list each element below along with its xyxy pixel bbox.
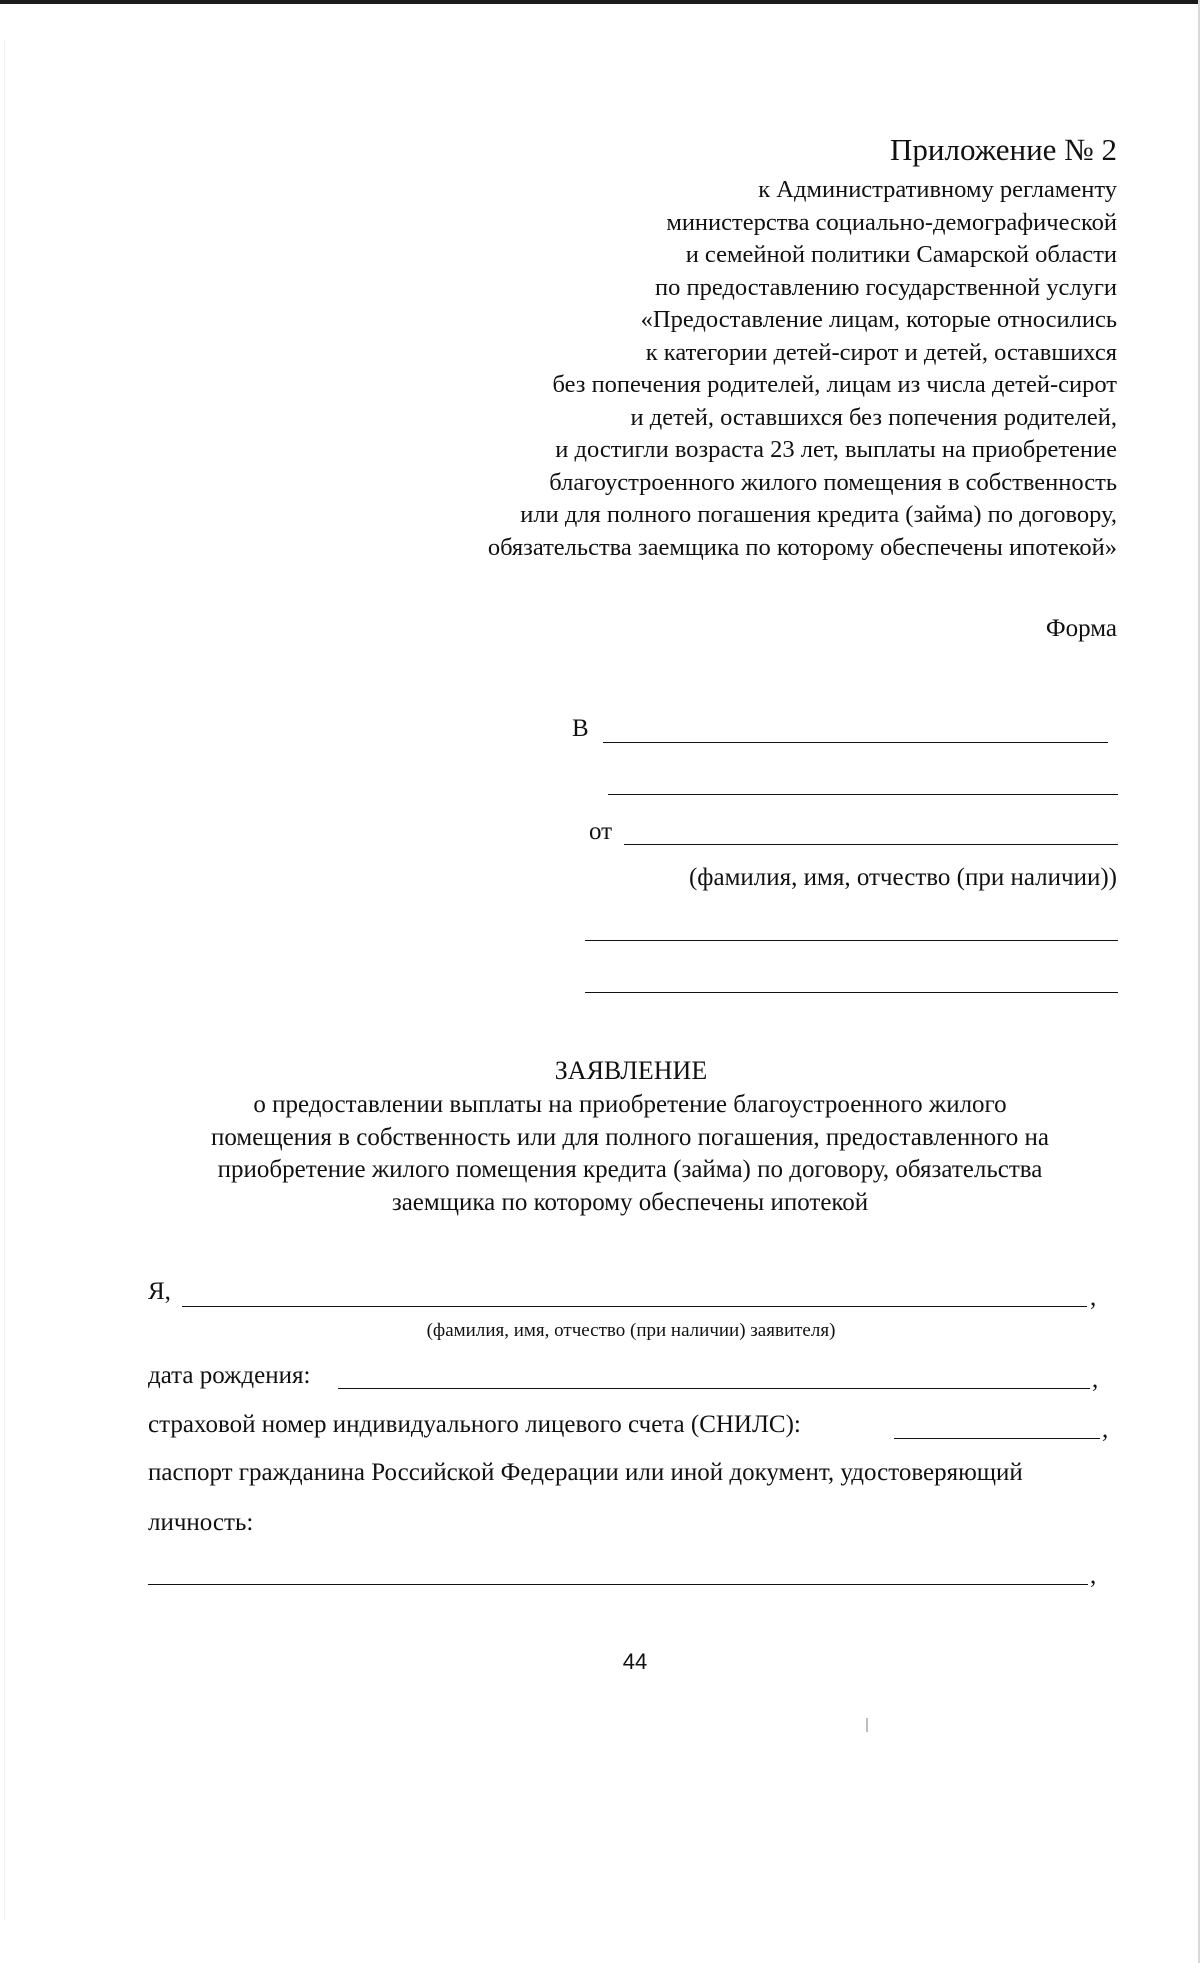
applicant-prefix: Я,	[148, 1278, 171, 1305]
scan-top-edge	[0, 0, 1200, 4]
snils-comma: ,	[1102, 1416, 1109, 1443]
annex-line: благоустроенного жилого помещения в собственность	[549, 468, 1117, 496]
statement-subtitle-line: помещения в собственность или для полного погашения, предоставленного на	[211, 1123, 1049, 1151]
annex-line: к категории детей-сирот и детей, оставшихся	[645, 338, 1117, 366]
sender-prefix: от	[589, 818, 613, 845]
annex-line: и семейной политики Самарской области	[685, 241, 1117, 268]
sender-address-line-2[interactable]	[585, 968, 1118, 993]
addressee-prefix: В	[572, 715, 589, 742]
birth-date-line[interactable]	[338, 1364, 1090, 1389]
passport-label: паспорт гражданина Российской Федерации или иной документ, удостоверяющий	[148, 1459, 1023, 1486]
annex-line: обязательства заемщика по которому обеспечены ипотекой»	[487, 533, 1117, 561]
statement-subtitle-line: приобретение жилого помещения кредита (займа) по договору, обязательства	[217, 1156, 1043, 1183]
annex-line: по предоставлению государственной услуги	[655, 273, 1117, 301]
annex-line: министерства социально-демографической	[666, 208, 1117, 236]
applicant-name-comma: ,	[1090, 1284, 1097, 1311]
annex-line: и детей, оставшихся без попечения родителей,	[630, 403, 1117, 431]
annex-line: к Административному регламенту	[758, 176, 1117, 203]
applicant-name-line[interactable]	[182, 1282, 1087, 1307]
passport-details-line[interactable]	[148, 1560, 1088, 1585]
sender-name-line[interactable]	[624, 820, 1118, 845]
snils-line[interactable]	[894, 1414, 1100, 1439]
annex-header	[357, 130, 1117, 564]
annex-title: Приложение № 2	[890, 132, 1117, 167]
annex-line: или для полного погашения кредита (займа) по договору,	[520, 501, 1117, 528]
identity-label: личность:	[148, 1509, 254, 1536]
statement-title: ЗАЯВЛЕНИЕ	[554, 1056, 708, 1085]
sender-address-line[interactable]	[585, 916, 1118, 941]
addressee-line[interactable]	[603, 718, 1108, 743]
birth-date-label: дата рождения:	[148, 1362, 311, 1389]
addressee-line-2[interactable]	[608, 770, 1118, 795]
annex-line: без попечения родителей, лицам из числа детей-сирот	[552, 371, 1117, 398]
statement-subtitle-line: заемщика по которому обеспечены ипотекой	[391, 1188, 869, 1216]
form-label: Форма	[1045, 615, 1117, 642]
statement-subtitle-line: о предоставлении выплаты на приобретение благоустроенного жилого	[253, 1091, 1007, 1118]
applicant-name-caption: (фамилия, имя, отчество (при наличии) заявителя)	[426, 1320, 836, 1341]
annex-line: и достигли возраста 23 лет, выплаты на приобретение	[555, 436, 1117, 463]
annex-line: «Предоставление лицам, которые относились	[640, 306, 1117, 333]
statement-subtitle	[150, 1089, 1110, 1219]
passport-details-comma: ,	[1090, 1562, 1097, 1589]
birth-date-comma: ,	[1092, 1366, 1099, 1393]
sender-name-caption: (фамилия, имя, отчество (при наличии))	[688, 864, 1117, 891]
snils-label: страховой номер индивидуального лицевого счета (СНИЛС):	[148, 1411, 801, 1438]
scan-speck	[866, 1718, 868, 1732]
page-number: 44	[622, 1649, 648, 1674]
scan-left-edge	[4, 40, 5, 1920]
